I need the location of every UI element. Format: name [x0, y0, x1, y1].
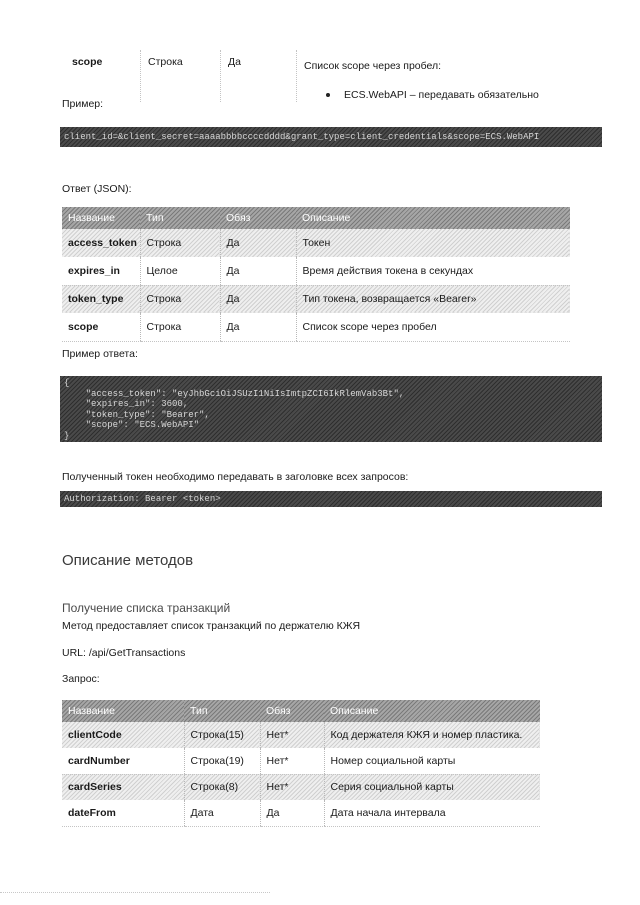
- cell-type: Строка: [140, 229, 220, 257]
- table-row: [62, 229, 570, 257]
- table-row: [62, 800, 540, 826]
- cell-required: Да: [260, 800, 324, 826]
- url-line: URL: /api/GetTransactions: [62, 647, 186, 659]
- response-example-code: [60, 376, 602, 442]
- response-table: [62, 207, 570, 342]
- header-type: Тип: [140, 207, 220, 229]
- request-table: [62, 700, 540, 827]
- method-description: Метод предоставляет список транзакций по держателю КЖЯ: [62, 620, 361, 632]
- header-required: Обяз: [260, 700, 324, 722]
- auth-header-code: [60, 491, 602, 507]
- request-example-text: client_id=&client_secret=aaaabbbbccccdddd&grant_type=client_credentials&scope=ECS.WebAPI: [64, 132, 540, 142]
- cell-name: cardSeries: [62, 774, 184, 800]
- subsection-title: Получение списка транзакций: [62, 601, 231, 615]
- cell-description: Список scope через пробел: [296, 313, 570, 341]
- top-row-description: Список scope через пробел:: [304, 60, 442, 72]
- cell-description: Серия социальной карты: [324, 774, 540, 800]
- cell-description: Токен: [296, 229, 570, 257]
- cell-name: token_type: [62, 285, 140, 313]
- code-line: "token_type": "Bearer",: [64, 409, 210, 420]
- header-required: Обяз: [220, 207, 296, 229]
- cell-name: scope: [62, 313, 140, 341]
- cell-required: Да: [220, 285, 296, 313]
- code-line: "expires_in": 3600,: [64, 399, 189, 409]
- table-row: [62, 285, 570, 313]
- code-line: }: [64, 430, 70, 441]
- cell-name: access_token: [62, 229, 140, 257]
- cell-required: Да: [220, 229, 296, 257]
- page-footer-line: [0, 892, 270, 893]
- table-row: [62, 774, 540, 800]
- auth-header-text: Authorization: Bearer <token>: [64, 494, 221, 504]
- table-row: [62, 748, 540, 774]
- cell-description: Номер социальной карты: [324, 748, 540, 774]
- code-line: {: [64, 378, 70, 388]
- cell-description: Код держателя КЖЯ и номер пластика.: [324, 722, 540, 748]
- header-name: Название: [62, 207, 140, 229]
- cell-required: Да: [220, 313, 296, 341]
- cell-name: expires_in: [62, 257, 140, 285]
- response-example-label: Пример ответа:: [62, 348, 138, 360]
- table-row: [62, 257, 570, 285]
- cell-required: Нет*: [260, 774, 324, 800]
- cell-type: Строка: [140, 285, 220, 313]
- cell-type: Строка(19): [184, 748, 260, 774]
- header-type: Тип: [184, 700, 260, 722]
- cell-description: Время действия токена в секундах: [296, 257, 570, 285]
- header-description: Описание: [296, 207, 570, 229]
- cell-required: Да: [220, 257, 296, 285]
- section-title: Описание методов: [62, 552, 194, 569]
- column-divider: [220, 50, 221, 102]
- cell-name: dateFrom: [62, 800, 184, 826]
- cell-required: Нет*: [260, 748, 324, 774]
- top-row-required: Да: [228, 56, 241, 68]
- header-description: Описание: [324, 700, 540, 722]
- cell-type: Целое: [140, 257, 220, 285]
- table-row: [62, 313, 570, 341]
- column-divider: [140, 50, 141, 102]
- cell-required: Нет*: [260, 722, 324, 748]
- cell-description: Тип токена, возвращается «Bearer»: [296, 285, 570, 313]
- header-note: Полученный токен необходимо передавать в заголовке всех запросов:: [62, 471, 409, 483]
- request-example-code: [60, 127, 602, 147]
- request-table-header: [62, 700, 540, 722]
- request-label: Запрос:: [62, 673, 100, 685]
- top-row-type: Строка: [148, 56, 183, 68]
- cell-type: Строка(8): [184, 774, 260, 800]
- cell-description: Дата начала интервала: [324, 800, 540, 826]
- example-label: Пример:: [62, 98, 104, 110]
- response-table-header: [62, 207, 570, 229]
- bullet-icon: [326, 93, 330, 97]
- cell-name: clientCode: [62, 722, 184, 748]
- code-line: "scope": "ECS.WebAPI": [64, 420, 200, 430]
- cell-type: Строка(15): [184, 722, 260, 748]
- table-row: [62, 722, 540, 748]
- cell-name: cardNumber: [62, 748, 184, 774]
- cell-type: Дата: [184, 800, 260, 826]
- header-name: Название: [62, 700, 184, 722]
- code-line: "access_token": "eyJhbGciOiJSUzI1NiIsImtpZCI6IkRlemVab3Bt",: [64, 388, 405, 399]
- column-divider: [296, 50, 297, 102]
- response-label: Ответ (JSON):: [62, 183, 132, 195]
- cell-type: Строка: [140, 313, 220, 341]
- top-row-name: scope: [72, 56, 103, 68]
- top-row-bullet-text: ECS.WebAPI – передавать обязательно: [344, 89, 539, 101]
